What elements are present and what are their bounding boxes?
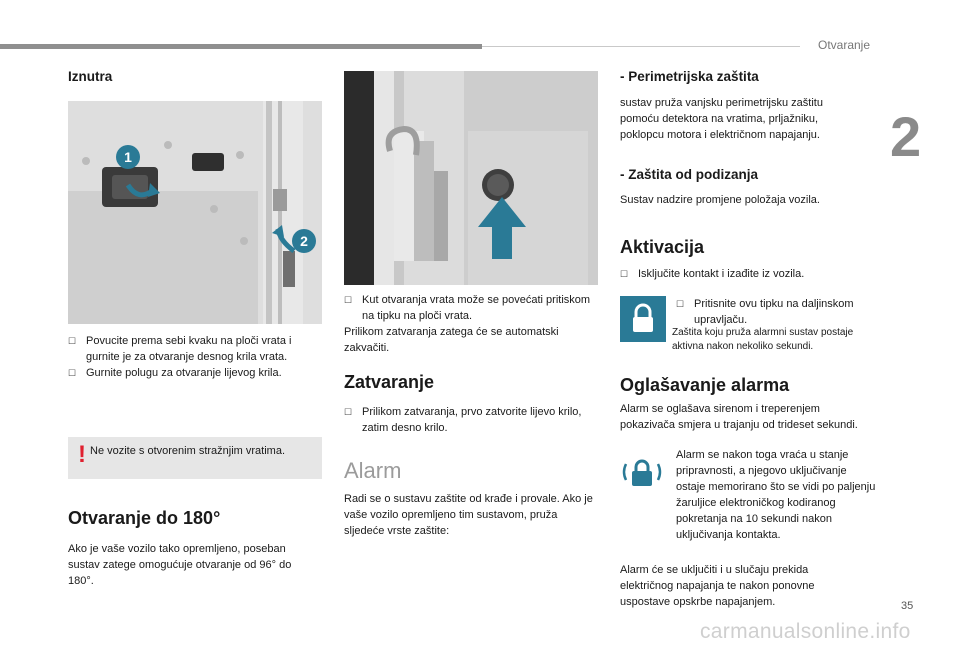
text-power-failure: Alarm će se uključiti i u slučaju prekida električnog napajanja te nakon ponovne uspostave opskrbe napajanjem. <box>620 564 815 608</box>
page-number: 35 <box>901 600 914 612</box>
exclamation-icon: ! <box>78 441 86 468</box>
text-alarm-signal: Alarm se oglašava sirenom i treperenjem pokazivača smjera u trajanju od trideset sekundi. <box>620 403 858 431</box>
bullet-pull-handle: ☐ Povucite prema sebi kvaku na ploči vrata i gurnite je za otvaranje desnog krila vrata. <box>68 335 292 363</box>
door-handle-illustration <box>68 101 322 324</box>
text-alarm-intro: Radi se o sustavu zaštite od krađe i provale. Ako je vaše vozilo opremljeno tim sustavom, pruža sljedeće vrste zaštite: <box>344 493 593 537</box>
heading-closing: Zatvaranje <box>344 372 435 392</box>
door-strap-illustration <box>344 71 598 285</box>
warning-text: Ne vozite s otvorenim stražnjim vratima. <box>90 445 285 457</box>
heading-open-180: Otvaranje do 180° <box>68 508 221 528</box>
heading-alarm-signal: Oglašavanje alarma <box>620 375 790 395</box>
door-strap-photo <box>344 71 598 285</box>
text-perimeter: sustav pruža vanjsku perimetrijsku zaštitu pomoću detektora na vratima, prljažniku, poklopcu motora i električnom napajanju. <box>620 97 823 141</box>
heading-lift: - Zaštita od podizanja <box>620 167 759 182</box>
alarm-lock-icon <box>620 454 664 494</box>
bullet-closing-order: ☐ Prilikom zatvaranja, prvo zatvorite lijevo krilo, zatim desno krilo. <box>344 406 582 434</box>
heading-alarm: Alarm <box>344 458 402 483</box>
bullet-remote-button: ☐ Pritisnite ovu tipku na daljinskom upravljaču. <box>676 298 854 326</box>
warning-box <box>68 437 322 479</box>
text-open-180: Ako je vaše vozilo tako opremljeno, poseban sustav zatege omogućuje otvaranje od 96° do 180°. <box>68 543 292 587</box>
door-handle-photo <box>68 101 322 324</box>
heading-inside: Iznutra <box>68 69 113 84</box>
bullet-ignition-off: ☐ Isključite kontakt i izađite iz vozila. <box>620 268 805 280</box>
text-alarm-memory: Alarm se nakon toga vraća u stanje pripravnosti, a njegovo uključivanje ostaje memorirano što se vidi po paljenju žaruljice elektroničkog kodiranog pokretanja na 10 sekundi nakon uključivanja kontakta. <box>676 449 876 541</box>
header-line <box>482 46 800 47</box>
callout-2: 2 <box>300 233 308 249</box>
callout-1: 1 <box>124 149 132 165</box>
heading-activation: Aktivacija <box>620 237 705 257</box>
checkbox-bullet-icon: ☐ <box>344 295 353 305</box>
heading-perimeter: - Perimetrijska zaštita <box>620 69 759 84</box>
text-remote-note: Zaštita koju pruža alarmni sustav postaje aktivna nakon nekoliko sekundi. <box>672 327 854 352</box>
checkbox-bullet-icon: ☐ <box>620 269 629 279</box>
checkbox-bullet-icon: ☐ <box>676 299 685 309</box>
text-lift: Sustav nadzire promjene položaja vozila. <box>620 194 820 206</box>
chapter-title: Otvaranje <box>818 38 871 52</box>
lock-icon <box>620 296 666 342</box>
chapter-number: 2 <box>890 105 922 168</box>
checkbox-bullet-icon: ☐ <box>68 368 77 378</box>
text-auto-latch: Prilikom zatvaranja zatega će se automatski zakvačiti. <box>344 326 559 354</box>
checkbox-bullet-icon: ☐ <box>68 336 77 346</box>
watermark: carmanualsonline.info <box>700 620 911 643</box>
bullet-angle-increase: ☐ Kut otvaranja vrata može se povećati pritiskom na tipku na ploči vrata. <box>344 294 591 322</box>
checkbox-bullet-icon: ☐ <box>344 407 353 417</box>
bullet-push-lever: ☐ Gurnite polugu za otvaranje lijevog krila. <box>68 367 282 379</box>
header-bar <box>0 44 482 49</box>
